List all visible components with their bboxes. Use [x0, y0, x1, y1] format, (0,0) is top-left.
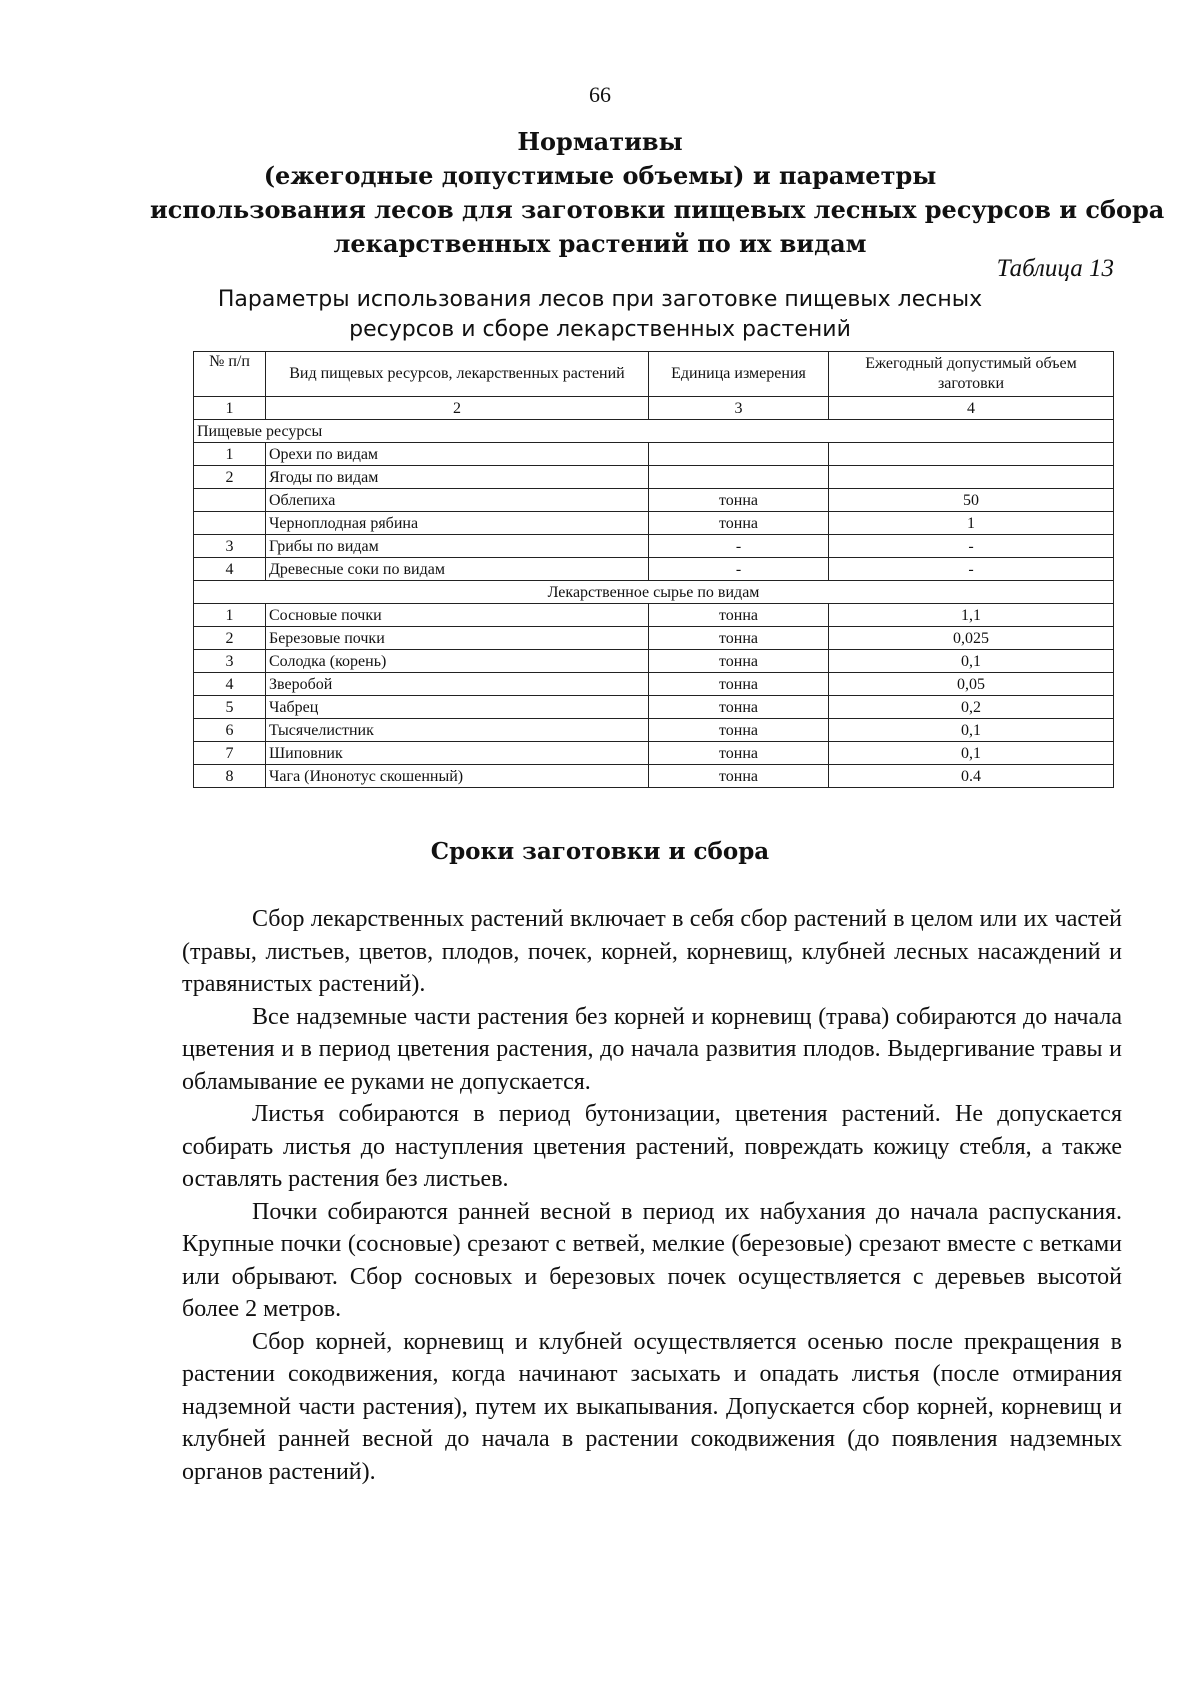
row-num: 6	[194, 719, 266, 742]
row-volume: 0,05	[829, 673, 1114, 696]
heading-line-3: использования лесов для заготовки пищевых лесных ресурсов и сбора	[150, 195, 1165, 224]
row-num: 2	[194, 466, 266, 489]
table-row	[194, 650, 1114, 673]
row-volume	[829, 466, 1114, 489]
row-volume: 1	[829, 512, 1114, 535]
column-number: 1	[194, 397, 266, 420]
table-row	[194, 765, 1114, 788]
heading-line-2: (ежегодные допустимые объемы) и параметры	[263, 161, 937, 190]
row-volume: 1,1	[829, 604, 1114, 627]
section-label-medicinal: Лекарственное сырье по видам	[194, 581, 1114, 604]
table-row	[194, 696, 1114, 719]
page-number: 66	[589, 82, 611, 107]
row-unit: -	[649, 535, 829, 558]
row-unit: тонна	[649, 673, 829, 696]
section-row-food	[194, 420, 1114, 443]
row-unit: тонна	[649, 512, 829, 535]
paragraph: Сбор корней, корневищ и клубней осуществляется осенью после прекращения в растении сокодвижения, когда начинают засыхать и опадать листья (после отмирания надземной части растения), путем их выкапывания. Допускается сбор корней, корневищ и клубней ранней весной до начала в растении сокодвижения (до появления надземных органов растений).	[182, 1328, 1122, 1485]
row-name: Сосновые почки	[266, 604, 649, 627]
row-num: 5	[194, 696, 266, 719]
table-row	[194, 443, 1114, 466]
heading-line-4: лекарственных растений по их видам	[333, 229, 867, 258]
row-num	[194, 512, 266, 535]
row-num	[194, 489, 266, 512]
row-volume: 50	[829, 489, 1114, 512]
section-row-medicinal	[194, 581, 1114, 604]
header-num: № п/п	[194, 352, 266, 397]
paragraph: Сбор лекарственных растений включает в себя сбор растений в целом или их частей (травы, листьев, цветов, плодов, почек, корней, корневищ, клубней лесных насаждений и травянистых растений).	[182, 906, 1122, 997]
row-name: Ягоды по видам	[266, 466, 649, 489]
row-unit: -	[649, 558, 829, 581]
row-name: Солодка (корень)	[266, 650, 649, 673]
column-number: 2	[266, 397, 649, 420]
table-header-row	[194, 352, 1114, 397]
row-volume: 0,2	[829, 696, 1114, 719]
row-volume: 0,025	[829, 627, 1114, 650]
row-num: 1	[194, 604, 266, 627]
header-resource-type: Вид пищевых ресурсов, лекарственных растений	[266, 352, 649, 397]
section-label-food: Пищевые ресурсы	[194, 420, 1114, 443]
row-unit	[649, 443, 829, 466]
row-num: 1	[194, 443, 266, 466]
heading-line-1: Нормативы	[517, 127, 683, 156]
body-text	[182, 903, 1122, 1488]
column-number: 4	[829, 397, 1114, 420]
table-row	[194, 742, 1114, 765]
row-num: 4	[194, 558, 266, 581]
row-volume: 0,1	[829, 650, 1114, 673]
column-numbers-row	[194, 397, 1114, 420]
row-num: 8	[194, 765, 266, 788]
row-volume: -	[829, 535, 1114, 558]
row-name: Древесные соки по видам	[266, 558, 649, 581]
row-volume: -	[829, 558, 1114, 581]
row-name: Чага (Инонотус скошенный)	[266, 765, 649, 788]
row-num: 3	[194, 535, 266, 558]
row-name: Тысячелистник	[266, 719, 649, 742]
row-unit	[649, 466, 829, 489]
row-volume	[829, 443, 1114, 466]
row-unit: тонна	[649, 742, 829, 765]
row-volume: 0,1	[829, 719, 1114, 742]
row-name: Зверобой	[266, 673, 649, 696]
table-row	[194, 604, 1114, 627]
table-row	[194, 512, 1114, 535]
row-name: Березовые почки	[266, 627, 649, 650]
caption-line-2: ресурсов и сборе лекарственных растений	[349, 317, 851, 342]
row-volume: 0,1	[829, 742, 1114, 765]
table-row	[194, 719, 1114, 742]
row-name: Грибы по видам	[266, 535, 649, 558]
table-row	[194, 558, 1114, 581]
row-unit: тонна	[649, 604, 829, 627]
section-title: Сроки заготовки и сбора	[430, 838, 770, 865]
paragraph: Все надземные части растения без корней и корневищ (трава) собираются до начала цветения и в период цветения растения, до начала развития плодов. Выдергивание травы и обламывание ее руками не допускается.	[182, 1003, 1122, 1095]
document-heading	[150, 125, 1165, 261]
row-volume: 0.4	[829, 765, 1114, 788]
table-caption	[200, 285, 1000, 345]
row-name: Чабрец	[266, 696, 649, 719]
row-unit: тонна	[649, 719, 829, 742]
row-num: 3	[194, 650, 266, 673]
table-label: Таблица 13	[996, 255, 1114, 282]
row-name: Черноплодная рябина	[266, 512, 649, 535]
column-number: 3	[649, 397, 829, 420]
row-name: Шиповник	[266, 742, 649, 765]
header-unit: Единица измерения	[649, 352, 829, 397]
table-row	[194, 627, 1114, 650]
table-row	[194, 466, 1114, 489]
row-name: Орехи по видам	[266, 443, 649, 466]
table-row	[194, 489, 1114, 512]
row-unit: тонна	[649, 627, 829, 650]
row-unit: тонна	[649, 765, 829, 788]
row-num: 7	[194, 742, 266, 765]
row-name: Облепиха	[266, 489, 649, 512]
caption-line-1: Параметры использования лесов при заготовке пищевых лесных	[217, 287, 983, 312]
table-row	[194, 535, 1114, 558]
header-annual-volume: Ежегодный допустимый объем заготовки	[829, 352, 1114, 397]
row-unit: тонна	[649, 489, 829, 512]
row-unit: тонна	[649, 650, 829, 673]
resources-table	[193, 351, 1114, 788]
row-unit: тонна	[649, 696, 829, 719]
row-num: 4	[194, 673, 266, 696]
row-num: 2	[194, 627, 266, 650]
table-row	[194, 673, 1114, 696]
paragraph: Листья собираются в период бутонизации, цветения растений. Не допускается собирать листья до наступления цветения растений, повреждать кожицу стебля, а также оставлять растения без листьев.	[182, 1101, 1122, 1192]
paragraph: Почки собираются ранней весной в период их набухания до начала распускания. Крупные почки (сосновые) срезают с ветвей, мелкие (березовые) срезают вместе с ветками или обрывают. Сбор сосновых и березовых почек осуществляется с деревьев высотой более 2 метров.	[182, 1198, 1122, 1322]
